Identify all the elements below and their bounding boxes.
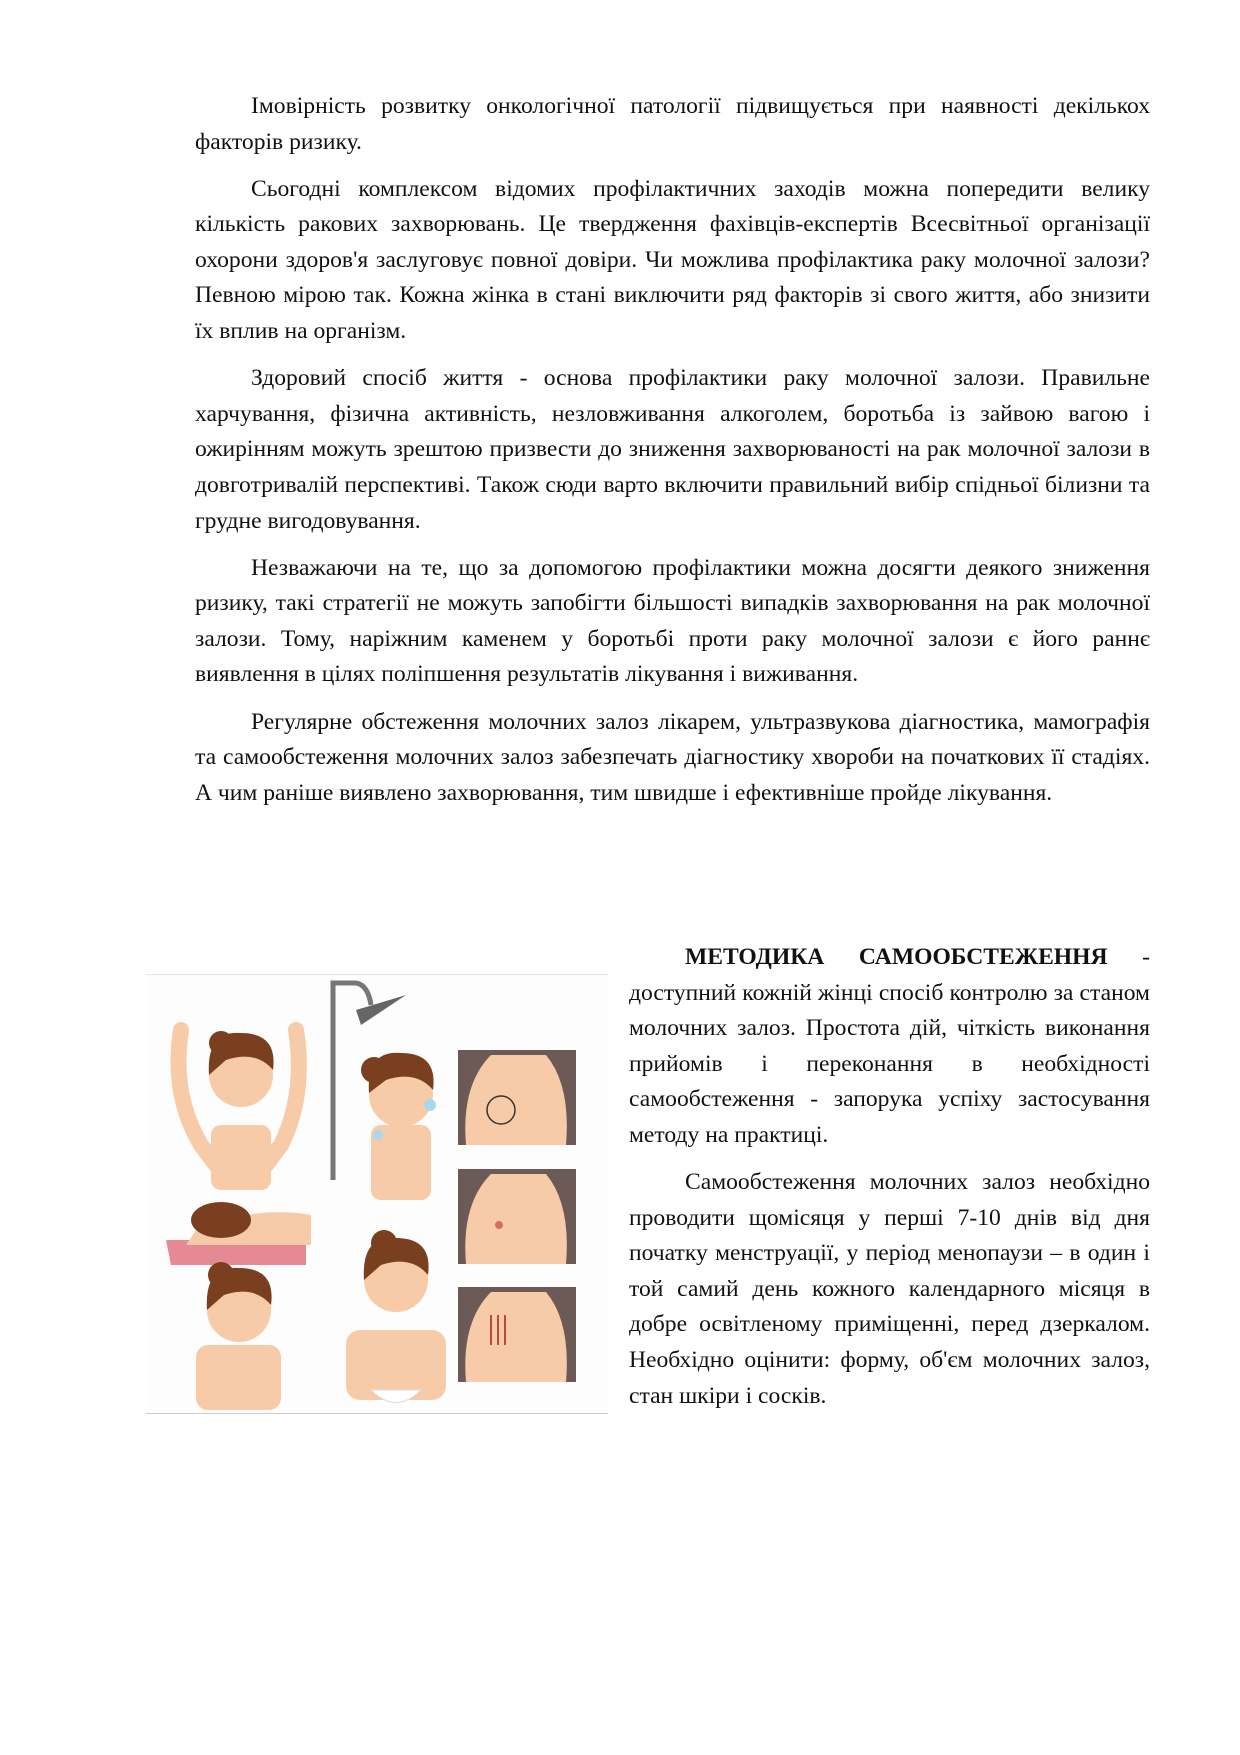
- figure-shower: [333, 983, 436, 1200]
- figure-standing-1: [196, 1262, 281, 1410]
- figure-arms-raised: [179, 1030, 299, 1190]
- figure-lying: [166, 1202, 311, 1265]
- section-intro: [629, 940, 1150, 1154]
- paragraph-risk-factors: Імовірність розвитку онкологічної патології підвищується при наявності декількох факторів ризику.: [195, 93, 1150, 155]
- figure-standing-2: [346, 1230, 446, 1403]
- self-examination-illustration: [146, 974, 608, 1414]
- palpation-panels: [458, 1050, 576, 1382]
- section-intro-text: - доступний кожній жінці спосіб контролю за станом молочних залоз. Простота дій, чіткість виконання прийомів і переконання в необхідності самообстеження - запорука успіху застосування методу на практиці.: [629, 944, 1150, 1148]
- section-paragraph-timing: Самообстеження молочних залоз необхідно проводити щомісяця у перші 7-10 днів від дня початку менструації, у період менопаузи – в один і той самий день кожного календарного місяця в добре освітленому приміщенні, перед дзеркалом. Необхідно оцінити: форму, об'єм молочних залоз, стан шкіри і сосків.: [629, 1169, 1150, 1409]
- self-examination-section: [629, 940, 1150, 1426]
- illustration-graphic: [146, 975, 608, 1413]
- paragraph-prevention: Сьогодні комплексом відомих профілактичних заходів можна попередити велику кількість ракових захворювань. Це твердження фахівців-експертів Всесвітньої організації охорони здоров'я заслуговує повної довіри. Чи можлива профілактика раку молочної залози? Певною мірою так. Кожна жінка в стані виключити ряд факторів зі свого життя, або знизити їх вплив на організм.: [195, 175, 1150, 345]
- paragraph-early-detection: Незважаючи на те, що за допомогою профілактики можна досягти деякого зниження ризику, такі стратегії не можуть запобігти більшості випадків захворювання на рак молочної залози. Тому, наріжним каменем у боротьбі проти раку молочної залози є його раннє виявлення в цілях поліпшення результатів лікування і виживання.: [195, 554, 1150, 688]
- paragraph-healthy-lifestyle: Здоровий спосіб життя - основа профілактики раку молочної залози. Правильне харчування, фізична активність, незловживання алкоголем, боротьба із зайвою вагою і ожирінням можуть зрештою призвести до зниження захворюваності на рак молочної залози в довготривалій перспективі. Також сюди варто включити правильний вибір спідньої білизни та грудне вигодовування.: [195, 365, 1150, 534]
- section-heading: МЕТОДИКА САМООБСТЕЖЕННЯ: [685, 944, 1108, 970]
- paragraph-examination: Регулярне обстеження молочних залоз лікарем, ультразвукова діагностика, мамографія та самообстеження молочних залоз забезпечать діагностику хвороби на початкових її стадіях. А чим раніше виявлено захворювання, тим швидше і ефективніше пройде лікування.: [195, 708, 1150, 806]
- body-text: [195, 89, 1150, 823]
